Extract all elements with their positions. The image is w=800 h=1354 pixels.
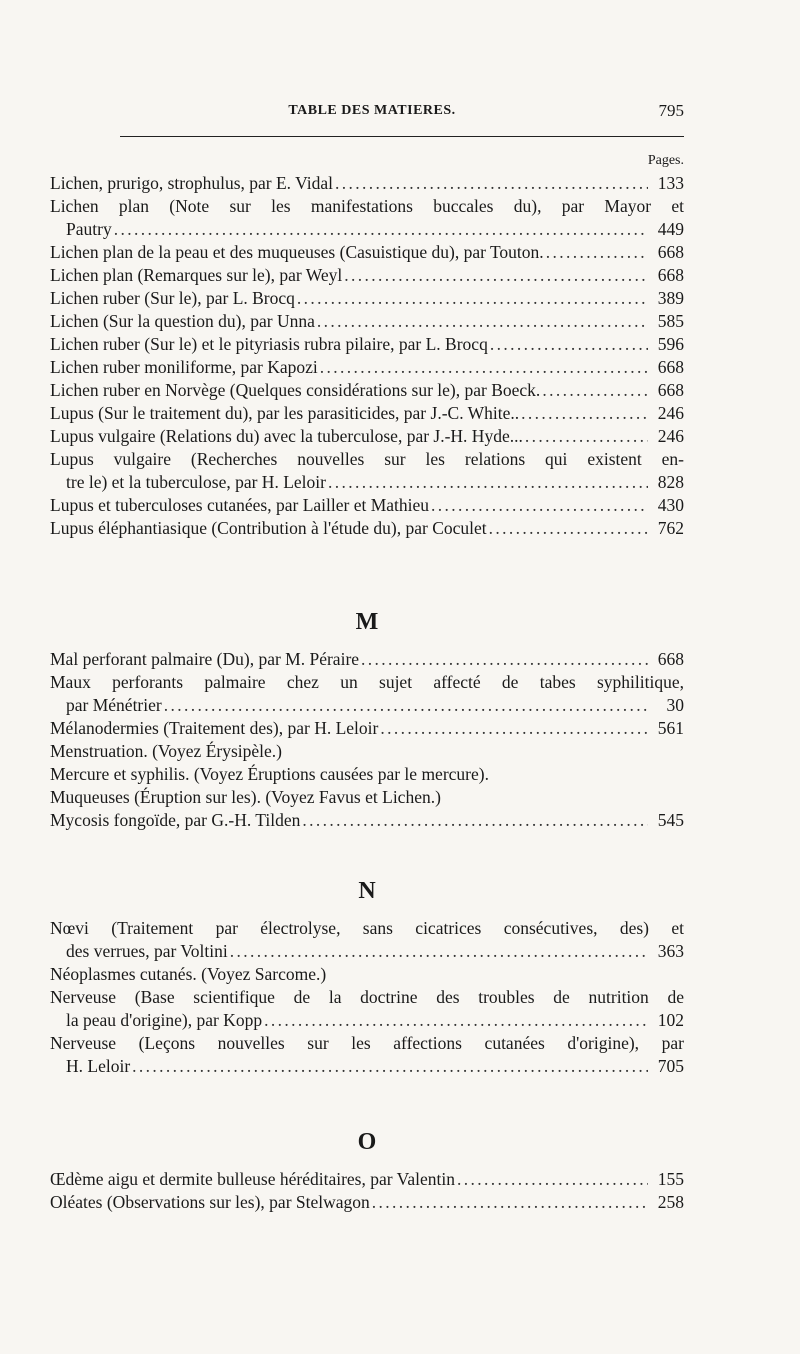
leader-dots bbox=[380, 717, 648, 740]
entry-line bbox=[50, 218, 684, 241]
index-entry bbox=[50, 917, 684, 963]
entry-line bbox=[50, 356, 684, 379]
entry-text-first-line: Maux perforants palmaire chez un sujet affecté de tabes syphilitique, bbox=[50, 672, 684, 692]
leader-dots bbox=[489, 517, 648, 540]
leader-dots bbox=[344, 264, 648, 287]
entry-page-number: 668 bbox=[657, 380, 684, 400]
leader-dots bbox=[457, 1168, 648, 1191]
leader-dots bbox=[230, 940, 648, 963]
index-entry bbox=[50, 241, 684, 264]
index-entry bbox=[50, 1032, 684, 1078]
entry-line bbox=[50, 310, 684, 333]
entry-line bbox=[50, 172, 684, 195]
leader-dots bbox=[542, 379, 648, 402]
entry-text: Lupus éléphantiasique (Contribution à l'étude du), par Coculet bbox=[50, 518, 487, 538]
index-entry bbox=[50, 986, 684, 1032]
leader-dots bbox=[302, 809, 648, 832]
leader-dots bbox=[521, 402, 648, 425]
entry-page-number: 668 bbox=[657, 242, 684, 262]
entry-line bbox=[50, 517, 684, 540]
leader-dots bbox=[114, 218, 648, 241]
entry-text: Lichen (Sur la question du), par Unna bbox=[50, 311, 315, 331]
index-entry bbox=[50, 333, 684, 356]
index-entry bbox=[50, 425, 684, 448]
entry-page-number: 389 bbox=[657, 288, 684, 308]
entry-page-number: 246 bbox=[657, 426, 684, 446]
entry-page-number: 561 bbox=[657, 718, 684, 738]
section-letter-o: O bbox=[357, 1129, 377, 1155]
index-entry bbox=[50, 1191, 684, 1214]
index-entry bbox=[50, 287, 684, 310]
entry-text: Mycosis fongoïde, par G.-H. Tilden bbox=[50, 810, 301, 830]
index-entry bbox=[50, 671, 684, 717]
entry-line bbox=[50, 471, 684, 494]
index-entry bbox=[50, 786, 684, 809]
entry-text: Lichen plan (Remarques sur le), par Weyl bbox=[50, 265, 343, 285]
index-entry bbox=[50, 1168, 684, 1191]
entry-page-number: 30 bbox=[666, 695, 684, 715]
leader-dots bbox=[132, 1055, 648, 1078]
entry-line bbox=[50, 1009, 684, 1032]
entry-line bbox=[50, 694, 684, 717]
entry-text: tre le) et la tuberculose, par H. Leloir bbox=[66, 472, 326, 492]
entry-line bbox=[50, 333, 684, 356]
entry-text: Lupus (Sur le traitement du), par les parasiticides, par J.-C. White.. bbox=[50, 403, 520, 423]
index-entry bbox=[50, 356, 684, 379]
index-entry bbox=[50, 402, 684, 425]
entry-page-number: 133 bbox=[657, 173, 684, 193]
index-entry bbox=[50, 448, 684, 494]
entry-page-number: 668 bbox=[657, 265, 684, 285]
index-entry bbox=[50, 809, 684, 832]
entry-line bbox=[50, 264, 684, 287]
entry-page-number: 258 bbox=[657, 1192, 684, 1212]
section-o bbox=[50, 1168, 684, 1214]
entry-line bbox=[50, 940, 684, 963]
index-entry bbox=[50, 264, 684, 287]
leader-dots bbox=[297, 287, 648, 310]
entry-text: des verrues, par Voltini bbox=[66, 941, 228, 961]
entry-text: Néoplasmes cutanés. (Voyez Sarcome.) bbox=[50, 964, 327, 984]
entry-line bbox=[50, 494, 684, 517]
entry-text: Lupus et tuberculoses cutanées, par Lailler et Mathieu bbox=[50, 495, 430, 515]
entry-line bbox=[50, 402, 684, 425]
header-rule bbox=[120, 136, 684, 137]
entry-line bbox=[50, 425, 684, 448]
entry-text-first-line: Lichen plan (Note sur les manifestations buccales du), par Mayor et bbox=[50, 196, 684, 216]
leader-dots bbox=[361, 648, 648, 671]
leader-dots bbox=[490, 333, 648, 356]
entry-page-number: 430 bbox=[657, 495, 684, 515]
leader-dots bbox=[328, 471, 648, 494]
entry-text: Pautry bbox=[66, 219, 112, 239]
entry-text: Œdème aigu et dermite bulleuse héréditaires, par Valentin bbox=[50, 1169, 455, 1189]
index-entry bbox=[50, 717, 684, 740]
entry-line bbox=[50, 241, 684, 264]
page-number: 795 bbox=[658, 101, 684, 120]
page-header bbox=[60, 103, 684, 127]
section-m bbox=[50, 648, 684, 832]
entry-line bbox=[50, 379, 684, 402]
index-entry bbox=[50, 763, 684, 786]
entry-text: Lichen ruber en Norvège (Quelques considérations sur le), par Boeck. bbox=[50, 380, 541, 400]
leader-dots bbox=[320, 356, 648, 379]
entry-page-number: 668 bbox=[657, 357, 684, 377]
section-letter-m: M bbox=[355, 609, 379, 635]
entry-text: Mélanodermies (Traitement des), par H. Leloir bbox=[50, 718, 379, 738]
index-content bbox=[50, 152, 684, 1214]
entry-text: Mal perforant palmaire (Du), par M. Péraire bbox=[50, 649, 360, 669]
index-entry bbox=[50, 379, 684, 402]
entry-text: Lichen ruber (Sur le) et le pityriasis rubra pilaire, par L. Brocq bbox=[50, 334, 488, 354]
entry-text: Lichen, prurigo, strophulus, par E. Vidal bbox=[50, 173, 333, 193]
entry-line bbox=[50, 1191, 684, 1214]
entry-text: par Ménétrier bbox=[66, 695, 162, 715]
entry-line bbox=[50, 1055, 684, 1078]
section-n bbox=[50, 917, 684, 1078]
entry-page-number: 102 bbox=[657, 1010, 684, 1030]
section-letter-n: N bbox=[358, 878, 376, 904]
leader-dots bbox=[546, 241, 648, 264]
entry-line bbox=[50, 717, 684, 740]
entry-page-number: 596 bbox=[657, 334, 684, 354]
entry-text: Lupus vulgaire (Relations du) avec la tuberculose, par J.-H. Hyde... bbox=[50, 426, 523, 446]
leader-dots bbox=[431, 494, 648, 517]
leader-dots bbox=[335, 172, 648, 195]
entry-page-number: 705 bbox=[657, 1056, 684, 1076]
index-entry bbox=[50, 648, 684, 671]
entry-text-first-line: Nerveuse (Leçons nouvelles sur les affections cutanées d'origine), par bbox=[50, 1033, 684, 1053]
entry-text-first-line: Nœvi (Traitement par électrolyse, sans cicatrices consécutives, des) et bbox=[50, 918, 684, 938]
entry-text: Lichen ruber (Sur le), par L. Brocq bbox=[50, 288, 295, 308]
entry-line bbox=[50, 809, 684, 832]
entry-page-number: 363 bbox=[657, 941, 684, 961]
section-l bbox=[50, 172, 684, 540]
entry-text: Mercure et syphilis. (Voyez Éruptions causées par le mercure). bbox=[50, 764, 489, 784]
index-entry bbox=[50, 195, 684, 241]
index-entry bbox=[50, 517, 684, 540]
entry-page-number: 545 bbox=[657, 810, 684, 830]
index-entry bbox=[50, 740, 684, 763]
entry-text-first-line: Nerveuse (Base scientifique de la doctrine des troubles de nutrition de bbox=[50, 987, 684, 1007]
index-entry bbox=[50, 963, 684, 986]
entry-line bbox=[50, 287, 684, 310]
entry-text: H. Leloir bbox=[66, 1056, 131, 1076]
index-entry bbox=[50, 172, 684, 195]
index-entry bbox=[50, 310, 684, 333]
entry-text-first-line: Lupus vulgaire (Recherches nouvelles sur les relations qui existent en- bbox=[50, 449, 684, 469]
entry-text: Lichen plan de la peau et des muqueuses (Casuistique du), par Touton. bbox=[50, 242, 544, 262]
entry-page-number: 246 bbox=[657, 403, 684, 423]
entry-line bbox=[50, 648, 684, 671]
leader-dots bbox=[164, 694, 648, 717]
entry-page-number: 449 bbox=[657, 219, 684, 239]
entry-page-number: 762 bbox=[657, 518, 684, 538]
entry-text: Muqueuses (Éruption sur les). (Voyez Favus et Lichen.) bbox=[50, 787, 441, 807]
leader-dots bbox=[317, 310, 648, 333]
entry-text: Menstruation. (Voyez Érysipèle.) bbox=[50, 741, 282, 761]
entry-page-number: 585 bbox=[657, 311, 684, 331]
running-title: TABLE DES MATIERES. bbox=[288, 103, 456, 118]
entry-line bbox=[50, 1168, 684, 1191]
entry-text: Oléates (Observations sur les), par Stelwagon bbox=[50, 1192, 370, 1212]
pages-column-label: Pages. bbox=[647, 153, 684, 168]
leader-dots bbox=[525, 425, 648, 448]
leader-dots bbox=[372, 1191, 648, 1214]
entry-text: la peau d'origine), par Kopp bbox=[66, 1010, 263, 1030]
index-entry bbox=[50, 494, 684, 517]
entry-page-number: 828 bbox=[657, 472, 684, 492]
entry-text: Lichen ruber moniliforme, par Kapozi bbox=[50, 357, 318, 377]
entry-page-number: 155 bbox=[657, 1169, 684, 1189]
leader-dots bbox=[264, 1009, 648, 1032]
entry-page-number: 668 bbox=[657, 649, 684, 669]
